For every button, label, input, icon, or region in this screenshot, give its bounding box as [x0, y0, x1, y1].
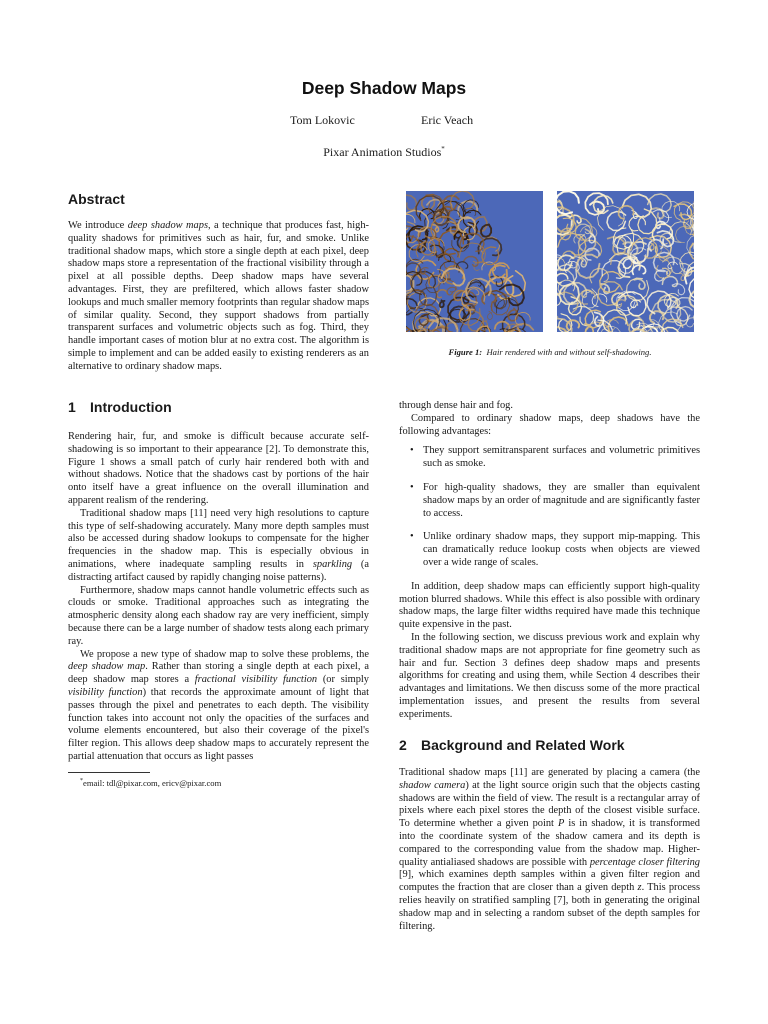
- footnote: [80, 778, 221, 788]
- bullet-icon: •: [410, 445, 414, 457]
- bullet-icon: •: [410, 481, 414, 493]
- paragraph: Rendering hair, fur, and smoke is difficult because accurate self-shadowing is so important to their appearance [2]. To demonstrate this, Figure 1 shows a small patch of curly hair rendered both with and without shadows. Notice that the shadows cast by portions of the hair onto itself have a great influence on the overall illumination and apparent realism of the rendering.: [68, 431, 369, 506]
- paragraph: through dense hair and fog.: [399, 400, 513, 411]
- math-variable: z: [637, 882, 642, 894]
- text-run: is in shadow, it is transformed into the coordinate system of the shadow camera and its depth is compared to the corresponding value from the shadow map. Higher-quality antialiased shadows are possible with: [399, 818, 700, 868]
- text-run: (or simply: [317, 674, 369, 686]
- figure-hair-shadowed: [406, 191, 543, 332]
- figure-caption: [400, 347, 700, 357]
- text-emphasis: sparkling: [312, 558, 353, 570]
- abstract-text: , a technique that produces fast, high-quality shadows for primitives such as hair, fur, and smoke. Unlike traditional shadow maps, which store a single depth at each pixel, deep shadow maps store a representation of the fractional visibility through a pixel at all possible depths. Deep shadow maps have several advantages. First, they are prefiltered, which allows faster shadow lookups and much smaller memory footprints than regular shadow maps of similar quality. Second, they support shadows from partially transparent surfaces and volumetric objects such as fog. Third, they handle important cases of motion blur at no extra cost. The algorithm is simple to implement and can be added easily to existing renderers as an alternative to ordinary shadow maps.: [68, 220, 369, 372]
- affiliation-name: Pixar Animation Studios: [323, 145, 442, 159]
- paragraph: Furthermore, shadow maps cannot handle volumetric effects such as clouds or smoke. Traditional approaches such as integrating the atmospheric density along each shadow ray are very inefficient, simply because there can be a large number of shadow tests along each primary ray.: [68, 584, 369, 647]
- section-heading-background: [399, 737, 625, 753]
- text-emphasis: visibility function: [68, 686, 143, 698]
- abstract-heading: Abstract: [68, 191, 125, 207]
- text-run: ) at the light source origin such that the objects casting shadows are within the field of view. The result is a rectangular array of pixels where each pixel stores the depth of the closest visible surface. To determine whether a given point: [399, 779, 700, 830]
- footnote-mark: *: [80, 778, 83, 785]
- author-name: Eric Veach: [421, 113, 474, 127]
- text-run: . This process relies heavily on stratified sampling [7], both in generating the original shadow map and in selecting a random subset of the depth samples for filtering.: [399, 882, 700, 932]
- text-run: . Rather than storing a single depth at each pixel, a deep shadow map stores a: [68, 661, 369, 686]
- section-number: 2: [399, 737, 407, 753]
- abstract-body: [68, 220, 369, 374]
- paragraph: [68, 508, 369, 585]
- section-number: 1: [68, 399, 76, 415]
- math-variable: P: [557, 818, 565, 830]
- paragraph: [68, 649, 369, 764]
- advantages-list: [399, 445, 700, 569]
- text-run: (a distracting artifact caused by rapidly changing noise patterns).: [68, 558, 369, 583]
- text-run: [9], which examines depth samples within a given filter region and computes the fraction that are closer than a given depth: [399, 869, 700, 894]
- text-run: Traditional shadow maps [11] are generated by placing a camera (the: [399, 767, 700, 778]
- figure-hair-unshadowed: [557, 191, 694, 332]
- paragraph: [399, 767, 700, 933]
- list-item: [399, 445, 700, 471]
- text-run: We propose a new type of shadow map to solve these problems, the: [80, 648, 369, 660]
- footnote-text: email: tdl@pixar.com, ericv@pixar.com: [83, 778, 222, 788]
- list-item-text: For high-quality shadows, they are smaller than equivalent shadow maps by an order of magnitude and are significantly faster to access.: [423, 481, 700, 519]
- section-title: Background and Related Work: [421, 737, 625, 753]
- text-emphasis: percentage closer filtering: [589, 856, 700, 868]
- bullet-icon: •: [410, 531, 414, 543]
- section-title: Introduction: [90, 399, 172, 415]
- footnote-mark: *: [441, 145, 445, 153]
- text-run: Traditional shadow maps [11] need very high resolutions to capture this type of self-shadowing accurately. Many more depth samples must also be accessed during shadow lookups to compensate for the higher frequencies in the shadow map. This is especially obvious in animations, where inadequate sampling results in: [68, 507, 369, 570]
- paper-title: Deep Shadow Maps: [301, 78, 467, 98]
- text-emphasis: shadow camera: [399, 779, 466, 791]
- hair-unshadowed-image: [557, 191, 694, 332]
- right-column-body: [399, 400, 700, 722]
- section-heading-introduction: [68, 399, 172, 415]
- figure-caption-text: Hair rendered with and without self-shadowing.: [486, 347, 652, 357]
- author-name: Tom Lokovic: [290, 113, 355, 127]
- hair-shadowed-image: [406, 191, 543, 332]
- abstract-emphasis: deep shadow maps: [127, 220, 208, 231]
- affiliation: [0, 145, 768, 160]
- figure-label: Figure 1:: [448, 347, 483, 357]
- list-item-text: Unlike ordinary shadow maps, they support mip-mapping. This can dramatically reduce lookup costs when objects are viewed over a wide range of scales.: [423, 531, 700, 568]
- text-emphasis: deep shadow map: [68, 661, 146, 673]
- list-item-text: They support semitransparent surfaces and volumetric primitives such as smoke.: [423, 445, 700, 470]
- abstract-text: We introduce: [68, 220, 128, 231]
- introduction-body: [68, 431, 369, 764]
- paragraph: Compared to ordinary shadow maps, deep shadows have the following advantages:: [399, 412, 700, 437]
- background-body: [399, 767, 700, 933]
- text-run: ) that records the approximate amount of light that passes through the pixel and penetrates to each depth. The visibility function takes into account not only the opacities of the surfaces and volume elements encountered, but also their coverage of the pixel's filter region. This allows deep shadow maps to accurately represent the partial attenuation that occurs as light passes: [68, 686, 370, 762]
- footnote-rule: [68, 772, 150, 773]
- list-item: [399, 531, 700, 569]
- paragraph: In addition, deep shadow maps can efficiently support high-quality motion blurred shadows. While this effect is also possible with ordinary shadow maps, the large filter widths required have made this technique quite expensive in the past.: [399, 580, 700, 631]
- paragraph: In the following section, we discuss previous work and explain why traditional shadow maps are not appropriate for fine geometry such as hair and fur. Section 3 defines deep shadow maps and presents algorithms for creating and using them, while Section 4 describes their advantages and limitations. We then discuss some of the more practical implementation issues, and present the results from several experiments.: [399, 631, 700, 720]
- text-emphasis: fractional visibility function: [194, 674, 318, 686]
- list-item: [399, 482, 700, 520]
